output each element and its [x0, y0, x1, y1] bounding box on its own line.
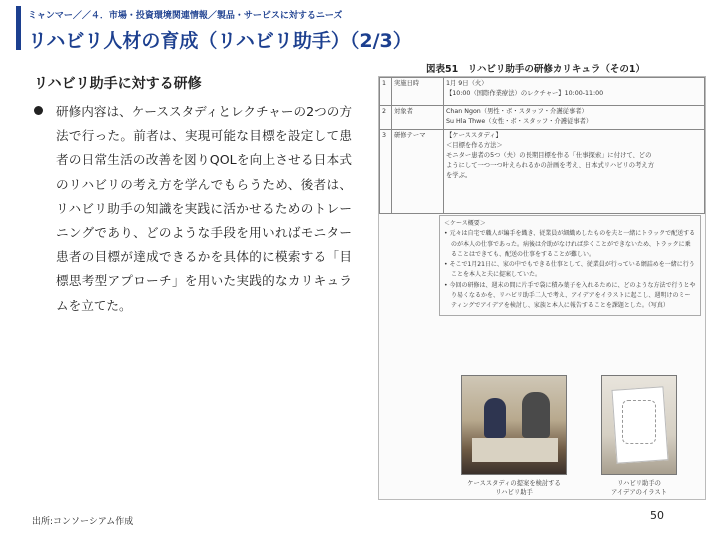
table-cell-key: 研修テーマ	[392, 130, 444, 214]
table-line: Su Hla Thwe（女性・ボ・スタッフ・介護従事者）	[446, 118, 593, 125]
table-line: モニター患者の5つ（夫）の長期目標を作る「仕事探索」に付けて、どの	[446, 152, 652, 159]
section-heading: リハビリ助手に対する研修	[34, 76, 202, 92]
case-summary-item: • 元々は自宅で職人が編手を織き、従業員が細織めしたものを夫と一緒にトラックで配送するのが本人の仕事であった。病後は介助がなければ歩くことができないため、トラックに乗ることはできても、配送の仕事をすることが難しい。	[444, 230, 696, 258]
photo-desk-shape	[472, 438, 558, 462]
table-row	[380, 78, 705, 106]
photo-caption-line: リハビリ助手の	[617, 480, 661, 487]
breadcrumb: ミャンマー／／４．市場・投資環境関連情報／製品・サービスに対するニーズ	[28, 11, 343, 21]
table-cell-key: 実施日時	[392, 78, 444, 106]
table-cell-value	[444, 106, 705, 130]
case-summary-item-text: そこで1月21日に、家の中でもできる仕事として、従業員が行っている網詰めを一緒に行うことを本人と夫に提案していた。	[449, 261, 695, 279]
idea-illustration-photo	[601, 375, 677, 475]
photo-sketch-shape	[622, 400, 656, 444]
table-line: 【ケーススタディ】	[446, 132, 502, 139]
table-cell-num: 2	[380, 106, 392, 130]
photo-caption-left	[461, 479, 567, 497]
photo-caption-right	[595, 479, 683, 497]
photo-caption-line: リハビリ助手	[495, 489, 533, 496]
bullet-dot-icon	[34, 106, 43, 115]
page-title: リハビリ人材の育成（リハビリ助手）（2/3）	[28, 30, 412, 52]
table-cell-key: 対象者	[392, 106, 444, 130]
source-note: 出所:コンソーシアム作成	[32, 517, 134, 527]
table-line: Chan Ngon（男性・ボ・スタッフ・介護従事者）	[446, 108, 588, 115]
case-summary-item: • 今回の研修は、週末の間に片手で袋に積み葉子を入れるために、どのような方法で行うとやり易くなるかを、リハビリ助手二人で考え、アイデアをイラストに起こし、週明けのミーティングでアイデアを検討し、家族と本人に報告することを課題とした。（写真）	[444, 281, 696, 310]
case-summary-item-text: 今回の研修は、週末の間に片手で袋に積み葉子を入れるために、どのような方法で行うとやり易くなるかを、リハビリ助手二人で考え、アイデアをイラストに起こし、週明けのミーティングでアイデアを検討し、家族と本人に報告することを課題とした。（写真）	[449, 281, 696, 310]
case-summary-item: • そこで1月21日に、家の中でもできる仕事として、従業員が行っている網詰めを一緒に行うことを本人と夫に提案していた。	[444, 261, 695, 279]
figure-caption: 図表51 リハビリ助手の研修カリキュラ（その1）	[426, 64, 646, 75]
case-summary-title: ＜ケース概要＞	[444, 220, 486, 227]
page-number: 50	[650, 509, 664, 522]
table-cell-num: 3	[380, 130, 392, 214]
table-row	[380, 106, 705, 130]
table-line: 【10:00（国際作業療法）のレクチャー】10:00-11:00	[446, 90, 604, 97]
case-study-photo	[461, 375, 567, 475]
table-cell-num: 1	[380, 78, 392, 106]
table-line: ＜目標を作る方法＞	[446, 142, 503, 149]
table-cell-value	[444, 78, 705, 106]
bullet-item	[34, 100, 352, 318]
table-row	[380, 130, 705, 214]
curriculum-table	[379, 77, 705, 214]
table-line: ようにして一つ一つ叶えられるかの計画を考え、日本式リハビリの考え方	[446, 162, 654, 169]
bullet-text: 研修内容は、ケーススタディとレクチャーの2つの方法で行った。前者は、実現可能な目標を設定して患者の日常生活の改善を図りQOLを向上させる日本式のリハビリの考え方を学んでもらうため、後者は、リハビリ助手の知識を実践に活かせるためのトレーニングであり、どのような手段を用いればモニター患者の目標が達成できるかを具体的に模索する「目標思考型アプローチ」を用いた実践的なカリキュラムを立てた。	[56, 104, 352, 313]
photo-caption-line: アイデアのイラスト	[611, 489, 667, 496]
photo-person-shape	[484, 398, 506, 438]
header-accent-bar	[16, 6, 21, 50]
photo-caption-line: ケーススタディの提案を検討する	[467, 480, 561, 487]
case-summary-item-text: 元々は自宅で職人が編手を織き、従業員が細織めしたものを夫と一緒にトラックで配送するのが本人の仕事であった。病後は介助がなければ歩くことができないため、トラックに乗ることはできても、配送の仕事をすることが難しい。	[449, 230, 696, 258]
table-line: を学ぶ。	[446, 172, 472, 179]
table-cell-value	[444, 130, 705, 214]
table-line: 1月 9日（火）	[446, 80, 488, 87]
curriculum-document-image	[378, 76, 706, 500]
case-summary-box	[439, 215, 701, 316]
photo-person-shape	[522, 392, 550, 438]
